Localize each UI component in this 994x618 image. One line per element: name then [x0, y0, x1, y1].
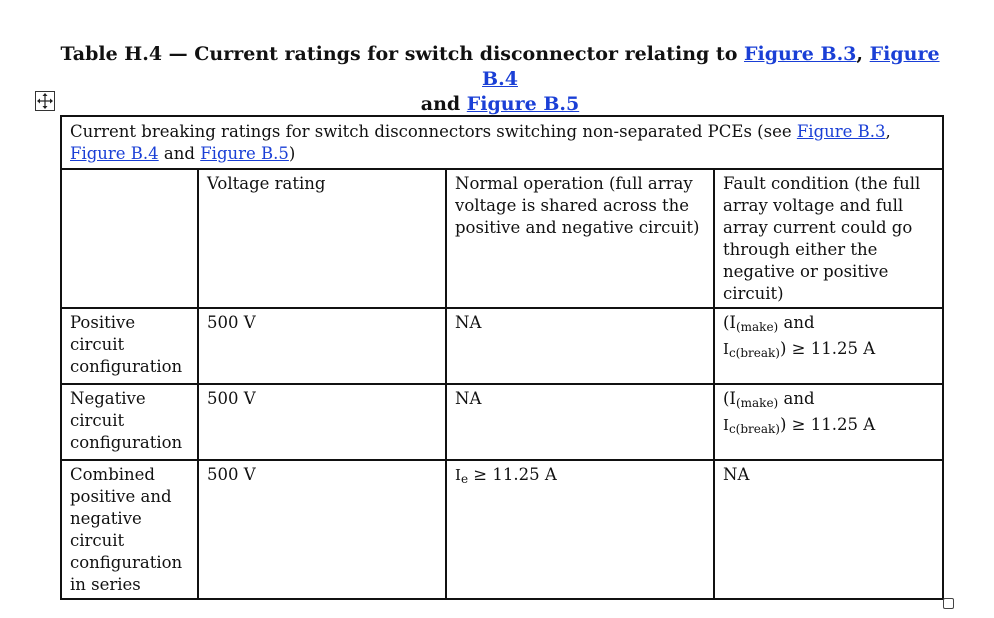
caption-link-figure-b4[interactable]: Figure B.4: [70, 144, 159, 163]
title-link-figure-b4[interactable]: Figure B.4: [482, 43, 940, 90]
fault-sub-break: c(break): [728, 422, 780, 436]
fault-sub-make: (make): [735, 320, 779, 334]
voltage-cell: 500 V: [198, 308, 446, 384]
row-label: Positive circuit configuration: [61, 308, 198, 384]
header-fault-condition: Fault condition (the full array voltage and full array current could go through either the negative or positive circuit): [714, 169, 943, 308]
fault-cell: [714, 308, 943, 384]
fault-sub-break: c(break): [728, 346, 780, 360]
fault-i: I: [723, 416, 729, 434]
caption-row: [61, 116, 943, 169]
title-and: and: [420, 93, 467, 115]
fault-and: and: [778, 389, 815, 408]
caption-and: and: [158, 144, 201, 163]
move-icon[interactable]: [35, 91, 55, 111]
caption-separator: ,: [885, 122, 891, 141]
fault-cell: NA: [714, 460, 943, 599]
table-row: [61, 384, 943, 460]
caption-link-figure-b5[interactable]: Figure B.5: [200, 144, 289, 163]
fault-and: and: [778, 313, 815, 332]
normal-cell: NA: [446, 384, 714, 460]
fault-open: (I: [723, 313, 736, 332]
title-prefix: Table H.4 — Current ratings for switch disconnector relating to: [60, 43, 744, 65]
caption-suffix: ): [288, 144, 296, 163]
table-row: [61, 308, 943, 384]
normal-i: I: [455, 466, 461, 484]
header-row: [61, 169, 943, 308]
resize-handle-icon[interactable]: [943, 598, 954, 609]
title-link-figure-b3[interactable]: Figure B.3: [743, 43, 857, 65]
fault-open: (I: [723, 389, 736, 408]
title-link-figure-b5[interactable]: Figure B.5: [466, 93, 580, 115]
fault-tail: ) ≥ 11.25 A: [779, 339, 876, 358]
voltage-cell: 500 V: [198, 384, 446, 460]
fault-i: I: [723, 340, 729, 358]
row-label: Combined positive and negative circuit configuration in series: [61, 460, 198, 599]
normal-cell: [446, 460, 714, 599]
table-caption: [61, 116, 943, 169]
ratings-table: [60, 115, 944, 600]
caption-prefix: Current breaking ratings for switch disconnectors switching non-separated PCEs (see: [70, 122, 797, 141]
normal-sub-e: e: [460, 472, 469, 486]
normal-tail: ≥ 11.25 A: [468, 465, 557, 484]
table-row: [61, 460, 943, 599]
header-blank-cell: [61, 169, 198, 308]
fault-sub-make: (make): [735, 396, 779, 410]
caption-link-figure-b3[interactable]: Figure B.3: [796, 122, 886, 141]
table-title: [60, 42, 940, 117]
fault-tail: ) ≥ 11.25 A: [779, 415, 876, 434]
voltage-cell: 500 V: [198, 460, 446, 599]
normal-cell: NA: [446, 308, 714, 384]
row-label: Negative circuit configuration: [61, 384, 198, 460]
title-separator: ,: [856, 43, 870, 65]
header-voltage-rating: Voltage rating: [198, 169, 446, 308]
header-normal-operation: Normal operation (full array voltage is shared across the positive and negative circuit): [446, 169, 714, 308]
fault-cell: [714, 384, 943, 460]
